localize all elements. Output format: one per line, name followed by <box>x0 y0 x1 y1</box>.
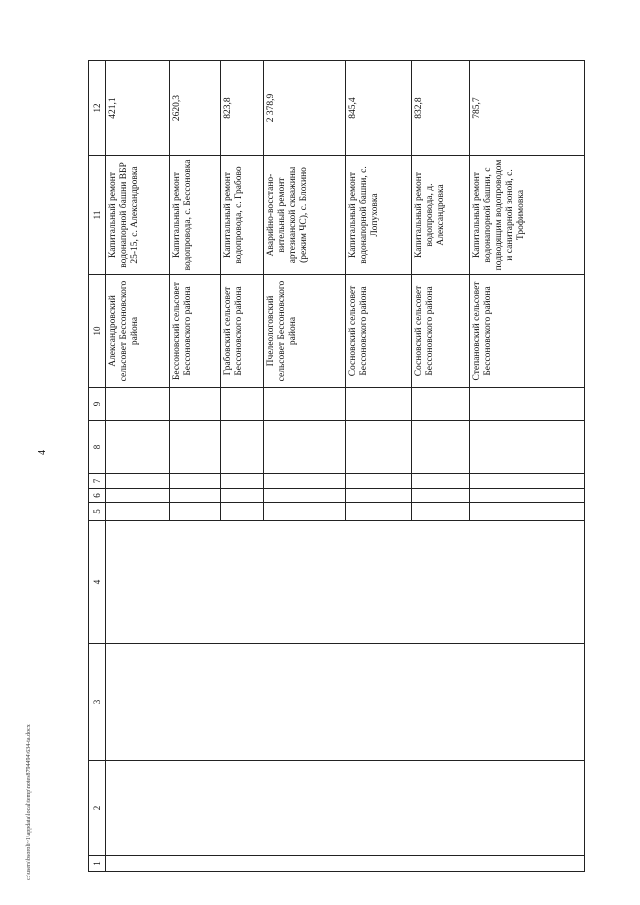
empty-cell <box>412 388 470 421</box>
column-header: 4 <box>89 521 106 644</box>
empty-cell <box>221 474 264 489</box>
empty-cell <box>106 489 170 503</box>
empty-cell <box>412 474 470 489</box>
amount-cell: 2620,3 <box>169 61 220 156</box>
empty-cell <box>106 856 585 872</box>
column-header: 2 <box>89 761 106 856</box>
table-row <box>106 61 170 872</box>
empty-cell <box>264 503 346 521</box>
empty-cell <box>346 421 412 474</box>
empty-cell <box>264 388 346 421</box>
empty-cell <box>469 421 584 474</box>
rotated-table-frame <box>88 61 585 872</box>
empty-cell <box>221 421 264 474</box>
empty-cell <box>264 489 346 503</box>
page-number: 4 <box>37 450 48 455</box>
empty-cell <box>106 761 585 856</box>
column-header: 1 <box>89 856 106 872</box>
column-header: 8 <box>89 421 106 474</box>
empty-cell <box>169 474 220 489</box>
council-cell: Александровский сельсовет Бессоновского района <box>106 275 170 388</box>
work-cell: Капитальный ремонт водонапорной башни, с. Лопуховка <box>346 156 412 275</box>
work-cell: Капитальный ремонт водонапорной башни ВБР 25-15, с. Александровка <box>106 156 170 275</box>
amount-cell: 2 378,9 <box>264 61 346 156</box>
header-row <box>89 61 106 872</box>
council-cell: Сосновский сельсовет Бессоновского района <box>346 275 412 388</box>
empty-cell <box>469 503 584 521</box>
empty-cell <box>106 388 170 421</box>
council-cell: Пчелеологовский сельсовет Бессоновского района <box>264 275 346 388</box>
empty-cell <box>169 388 220 421</box>
empty-cell <box>412 421 470 474</box>
empty-cell <box>346 474 412 489</box>
empty-cell <box>221 388 264 421</box>
file-path-footer: c:\users\bsoroli~1\appdata\local\temp\notes8794494\634-ta.docx <box>26 724 32 880</box>
empty-cell <box>264 474 346 489</box>
column-header: 7 <box>89 474 106 489</box>
work-cell: Капитальный ремонт водонапорной башни, с подводящим водопроводом и санитарной зоной, с. Трофимовка <box>469 156 584 275</box>
empty-cell <box>346 489 412 503</box>
empty-cell <box>169 489 220 503</box>
amount-cell: 785,7 <box>469 61 584 156</box>
empty-cell <box>469 474 584 489</box>
column-header: 11 <box>89 156 106 275</box>
council-cell: Степановский сельсовет Бессоновского района <box>469 275 584 388</box>
work-cell: Капитальный ремонт водопровода, с. Бессоновка <box>169 156 220 275</box>
empty-cell <box>412 489 470 503</box>
column-header: 12 <box>89 61 106 156</box>
empty-cell <box>169 503 220 521</box>
empty-cell <box>469 388 584 421</box>
empty-cell <box>346 388 412 421</box>
empty-cell <box>264 421 346 474</box>
empty-cell <box>106 521 585 644</box>
works-table <box>88 60 585 872</box>
amount-cell: 421,1 <box>106 61 170 156</box>
empty-cell <box>221 503 264 521</box>
empty-cell <box>106 421 170 474</box>
empty-cell <box>346 503 412 521</box>
amount-cell: 845,4 <box>346 61 412 156</box>
council-cell: Бессоновский сельсовет Бессоновского района <box>169 275 220 388</box>
column-header: 5 <box>89 503 106 521</box>
work-cell: Капитальный ремонт водопровода, с. Грабово <box>221 156 264 275</box>
council-cell: Сосновский сельсовет Бессоновского района <box>412 275 470 388</box>
work-cell: Аварийно-восстано-вительный ремонт артезианской скважины (режим ЧС), с. Блохино <box>264 156 346 275</box>
empty-cell <box>469 489 584 503</box>
council-cell: Грабовский сельсовет Бессоновского района <box>221 275 264 388</box>
amount-cell: 832,8 <box>412 61 470 156</box>
column-header: 9 <box>89 388 106 421</box>
empty-cell <box>169 421 220 474</box>
work-cell: Капитальный ремонт водопровода, д. Александровка <box>412 156 470 275</box>
empty-cell <box>412 503 470 521</box>
column-header: 6 <box>89 489 106 503</box>
amount-cell: 823,8 <box>221 61 264 156</box>
empty-cell <box>106 503 170 521</box>
column-header: 10 <box>89 275 106 388</box>
empty-cell <box>106 474 170 489</box>
empty-cell <box>221 489 264 503</box>
empty-cell <box>106 644 585 761</box>
column-header: 3 <box>89 644 106 761</box>
